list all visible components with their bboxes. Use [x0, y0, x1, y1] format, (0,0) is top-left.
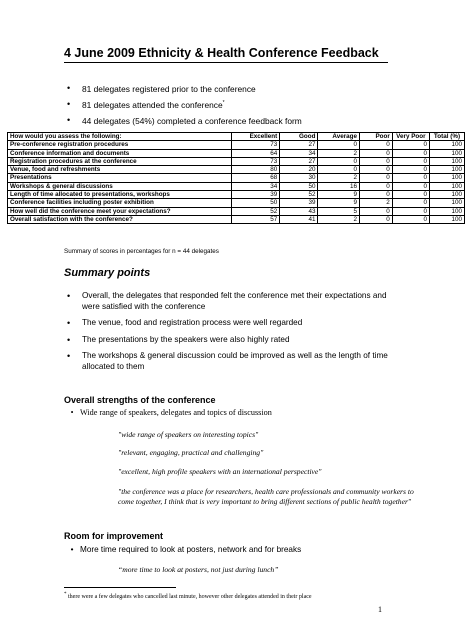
- row-value: 80: [232, 166, 280, 174]
- row-value: 39: [280, 199, 318, 207]
- row-value: 50: [280, 182, 318, 190]
- table-caption: Summary of scores in percentages for n = 44 delegates: [64, 248, 219, 255]
- row-question: Venue, food and refreshments: [8, 166, 232, 174]
- feedback-scores-table: [7, 132, 465, 224]
- table-row: [8, 199, 465, 207]
- table-row: [8, 215, 465, 223]
- row-value: 0: [392, 191, 429, 199]
- row-value: 0: [360, 174, 393, 182]
- row-value: 43: [280, 207, 318, 215]
- row-value: 50: [232, 199, 280, 207]
- page-title: 4 June 2009 Ethnicity & Health Conference Feedback: [64, 46, 388, 63]
- list-item: • The presentations by the speakers were also highly rated: [64, 335, 404, 346]
- row-value: 100: [429, 199, 464, 207]
- row-value: 9: [318, 199, 360, 207]
- row-value: 0: [392, 149, 429, 157]
- row-value: 0: [360, 182, 393, 190]
- row-value: 0: [318, 157, 360, 165]
- header-poor: Poor: [360, 133, 393, 141]
- row-value: 100: [429, 207, 464, 215]
- footnote-marker: *: [64, 592, 67, 597]
- row-value: 64: [232, 149, 280, 157]
- row-value: 52: [280, 191, 318, 199]
- bullet-dot: •: [70, 408, 74, 417]
- header-total: Total (%): [429, 133, 464, 141]
- quote: "relevant, engaging, practical and challenging": [118, 448, 264, 457]
- row-value: 2: [318, 215, 360, 223]
- row-value: 0: [360, 157, 393, 165]
- row-value: 100: [429, 174, 464, 182]
- table-row: [8, 182, 465, 190]
- row-value: 0: [318, 166, 360, 174]
- row-value: 68: [232, 174, 280, 182]
- table-row: [8, 141, 465, 149]
- improvement-bullet: [64, 545, 301, 554]
- intro-bullet-list: [64, 84, 302, 132]
- list-item: • The venue, food and registration process were well regarded: [64, 318, 404, 329]
- row-value: 2: [360, 199, 393, 207]
- list-item: • The workshops & general discussion could be improved as well as the length of time allocated to them: [64, 351, 404, 372]
- row-value: 100: [429, 182, 464, 190]
- page-number: 1: [378, 605, 382, 614]
- list-item-text: 44 delegates (54%) completed a conference feedback form: [82, 116, 302, 126]
- row-question: Length of time allocated to presentations, workshops: [8, 191, 232, 199]
- row-value: 52: [232, 207, 280, 215]
- row-question: Pre-conference registration procedures: [8, 141, 232, 149]
- row-value: 0: [392, 199, 429, 207]
- footnote-divider: [64, 587, 176, 588]
- list-item-text: 81 delegates attended the conference: [82, 100, 223, 110]
- list-item: • Overall, the delegates that responded felt the conference met their expectations and were satisfied with the conference: [64, 291, 404, 312]
- strengths-bullet-text: Wide range of speakers, delegates and topics of discussion: [80, 408, 272, 417]
- row-value: 0: [360, 166, 393, 174]
- row-value: 0: [392, 182, 429, 190]
- row-value: 30: [280, 174, 318, 182]
- row-value: 0: [392, 174, 429, 182]
- row-value: 0: [360, 207, 393, 215]
- row-value: 9: [318, 191, 360, 199]
- row-value: 39: [232, 191, 280, 199]
- header-good: Good: [280, 133, 318, 141]
- row-value: 2: [318, 174, 360, 182]
- row-value: 0: [392, 141, 429, 149]
- list-item: [64, 116, 302, 126]
- quote: "excellent, high profile speakers with an international perspective": [118, 467, 322, 476]
- row-value: 100: [429, 141, 464, 149]
- row-question: Overall satisfaction with the conference?: [8, 215, 232, 223]
- list-item: [64, 84, 302, 94]
- summary-list: [64, 291, 404, 378]
- row-value: 0: [360, 215, 393, 223]
- header-very-poor: Very Poor: [392, 133, 429, 141]
- row-value: 100: [429, 166, 464, 174]
- row-value: 0: [360, 191, 393, 199]
- strengths-bullet: [64, 408, 272, 417]
- row-value: 73: [232, 141, 280, 149]
- table-row: [8, 166, 465, 174]
- row-question: Conference facilities including poster exhibition: [8, 199, 232, 207]
- row-value: 73: [232, 157, 280, 165]
- row-value: 2: [318, 149, 360, 157]
- table-row: [8, 157, 465, 165]
- row-value: 27: [280, 157, 318, 165]
- header-average: Average: [318, 133, 360, 141]
- row-value: 34: [280, 149, 318, 157]
- table-header-row: [8, 133, 465, 141]
- row-value: 27: [280, 141, 318, 149]
- quote: "the conference was a place for researchers, health care professionals and community workers to come together, I think that is very important to bring different sections of public health together": [118, 487, 414, 506]
- row-value: 100: [429, 149, 464, 157]
- row-value: 0: [392, 215, 429, 223]
- header-excellent: Excellent: [232, 133, 280, 141]
- quote: “more time to look at posters, not just during lunch”: [118, 565, 279, 574]
- row-question: Presentations: [8, 174, 232, 182]
- row-value: 16: [318, 182, 360, 190]
- list-item-text: 81 delegates registered prior to the conference: [82, 84, 256, 94]
- row-value: 0: [392, 157, 429, 165]
- footnote-text: there were a few delegates who cancelled last minute, however other delegates attended in their place: [66, 594, 312, 600]
- row-value: 34: [232, 182, 280, 190]
- table-body: [8, 141, 465, 224]
- summary-heading: Summary points: [64, 267, 151, 279]
- row-value: 57: [232, 215, 280, 223]
- list-item: [64, 100, 302, 110]
- row-question: Workshops & general discussions: [8, 182, 232, 190]
- row-question: Registration procedures at the conference: [8, 157, 232, 165]
- table-row: [8, 174, 465, 182]
- row-value: 100: [429, 191, 464, 199]
- row-value: 100: [429, 215, 464, 223]
- row-value: 0: [392, 207, 429, 215]
- improvement-bullet-text: More time required to look at posters, network and for breaks: [80, 545, 302, 554]
- table-row: [8, 149, 465, 157]
- table-row: [8, 207, 465, 215]
- row-question: How well did the conference meet your expectations?: [8, 207, 232, 215]
- footnote: [64, 592, 404, 600]
- quote: "wide range of speakers on interesting topics": [118, 430, 259, 439]
- row-value: 41: [280, 215, 318, 223]
- row-question: Conference information and documents: [8, 149, 232, 157]
- footnote-marker: *: [222, 100, 225, 107]
- row-value: 0: [360, 141, 393, 149]
- table-row: [8, 191, 465, 199]
- row-value: 0: [318, 141, 360, 149]
- improvement-heading: Room for improvement: [64, 531, 164, 541]
- strengths-heading: Overall strengths of the conference: [64, 395, 216, 405]
- row-value: 100: [429, 157, 464, 165]
- bullet-dot: •: [70, 545, 74, 554]
- header-question: How would you assess the following:: [8, 133, 232, 141]
- row-value: 0: [392, 166, 429, 174]
- row-value: 20: [280, 166, 318, 174]
- row-value: 0: [360, 149, 393, 157]
- row-value: 5: [318, 207, 360, 215]
